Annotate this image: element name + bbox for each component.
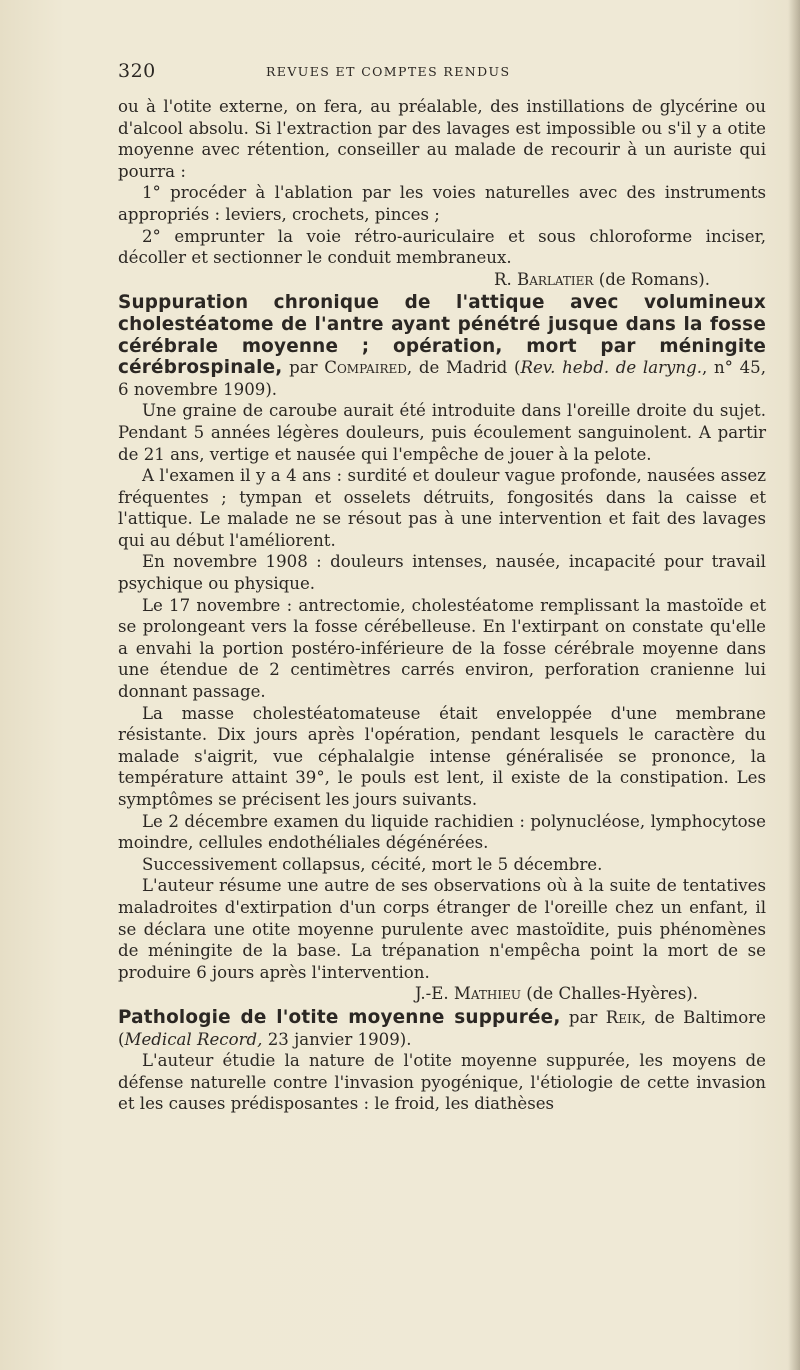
page-number: 320 — [118, 60, 156, 82]
article-title: Pathologie de l'otite moyenne suppurée, — [118, 1006, 561, 1028]
signature-place: (de Romans). — [598, 269, 710, 289]
body-text — [118, 96, 766, 1115]
article-author: Compaired — [324, 358, 407, 378]
paragraph: A l'examen il y a 4 ans : surdité et douleur vague profonde, nausées assez fréquentes ; tympan et osselets détruits, fongosités dans la caisse et l'attique. Le malade ne se résout pas à une intervention et fait des lavages qui au début l'améliorent. — [118, 466, 766, 550]
article-ref-prefix: , de Baltimore ( — [118, 1007, 766, 1049]
paragraph: 1° procéder à l'ablation par les voies naturelles avec des instruments appropriés : leviers, crochets, pinces ; — [118, 183, 766, 224]
article-by: par — [568, 1007, 598, 1027]
running-head: REVUES ET COMPTES RENDUS — [266, 64, 511, 79]
paragraph: ou à l'otite externe, on fera, au préalable, des instillations de glycérine ou d'alcool absolu. Si l'extraction par des lavages est impossible ou s'il y a otite moyenne avec rétention, conseiller au malade de recourir à un auriste qui pourra : — [118, 97, 766, 181]
paragraph: Une graine de caroube aurait été introduite dans l'oreille droite du sujet. Pendant 5 années légères douleurs, puis écoulement sanguinolent. A partir de 21 ans, vertige et nausée qui l'empêche de jouer à la pelote. — [118, 401, 766, 464]
author-signature — [118, 269, 766, 291]
article-title: Suppuration chronique de l'attique avec volumineux cholestéatome de l'antre ayant pénétré jusque dans la fosse cérébrale moyenne ; opération, mort par méningite cérébrospinale, — [118, 292, 766, 379]
article-author: Reik — [605, 1007, 641, 1027]
article-ref-prefix: , de Madrid ( — [406, 358, 521, 378]
signature-initial: R. — [493, 269, 512, 289]
article-ref-suffix: 23 janvier 1909). — [262, 1029, 412, 1049]
article-by: par — [289, 358, 318, 378]
signature-name: Barlatier — [517, 269, 594, 289]
article-ref-suffix: , n° 45, 6 novembre 1909). — [118, 358, 766, 399]
article-heading — [118, 292, 766, 400]
article-journal: Rev. hebd. de laryng. — [520, 358, 703, 378]
page-edge-shadow — [788, 0, 800, 1370]
paragraph: L'auteur résume une autre de ses observations où à la suite de tentatives maladroites d'extirpation d'un corps étranger de l'oreille chez un enfant, il se déclara une otite moyenne purulente avec mastoïdite, puis phénomènes de méningite de la base. La trépanation n'empêcha point la mort de se produire 6 jours après l'intervention. — [118, 876, 766, 982]
paragraph: L'auteur étudie la nature de l'otite moyenne suppurée, les moyens de défense naturelle contre l'invasion pyogénique, l'étiologie de cette invasion et les causes prédisposantes : le froid, les diathèses — [118, 1051, 766, 1114]
signature-name: Mathieu — [453, 984, 521, 1004]
article-journal: Medical Record, — [124, 1029, 263, 1049]
signature-place: (de Challes-Hyères). — [526, 984, 698, 1004]
paragraph: En novembre 1908 : douleurs intenses, nausée, incapacité pour travail psychique ou physique. — [118, 552, 766, 594]
paragraph: La masse cholestéatomateuse était enveloppée d'une membrane résistante. Dix jours après l'opération, pendant lesquels le caractère du malade s'aigrit, vue céphalalgie intense généralisée se prononce, la température attaint 39°, le pouls est lent, il existe de la constipation. Les symptômes se précisent les jours suivants. — [118, 703, 766, 809]
article-heading — [118, 1007, 766, 1050]
page-header — [118, 60, 766, 84]
paragraph: Le 17 novembre : antrectomie, cholestéatome remplissant la mastoïde et se prolongeant vers la fosse cérébelleuse. En l'extirpant on constate qu'elle a envahi la portion postéro-inférieure de la fosse cérébrale moyenne dans une étendue de 2 centimètres carrés environ, perforation cranienne lui donnant passage. — [118, 595, 766, 702]
paragraph: 2° emprunter la voie rétro-auriculaire et sous chloroforme inciser, décoller et sectionner le conduit membraneux. — [118, 226, 766, 268]
paragraph: Successivement collapsus, cécité, mort le 5 décembre. — [142, 854, 603, 874]
paragraph: Le 2 décembre examen du liquide rachidien : polynucléose, lymphocytose moindre, cellules endothéliales dégénérées. — [118, 811, 766, 853]
signature-initial: J.-E. — [414, 984, 449, 1004]
author-signature — [118, 983, 766, 1005]
